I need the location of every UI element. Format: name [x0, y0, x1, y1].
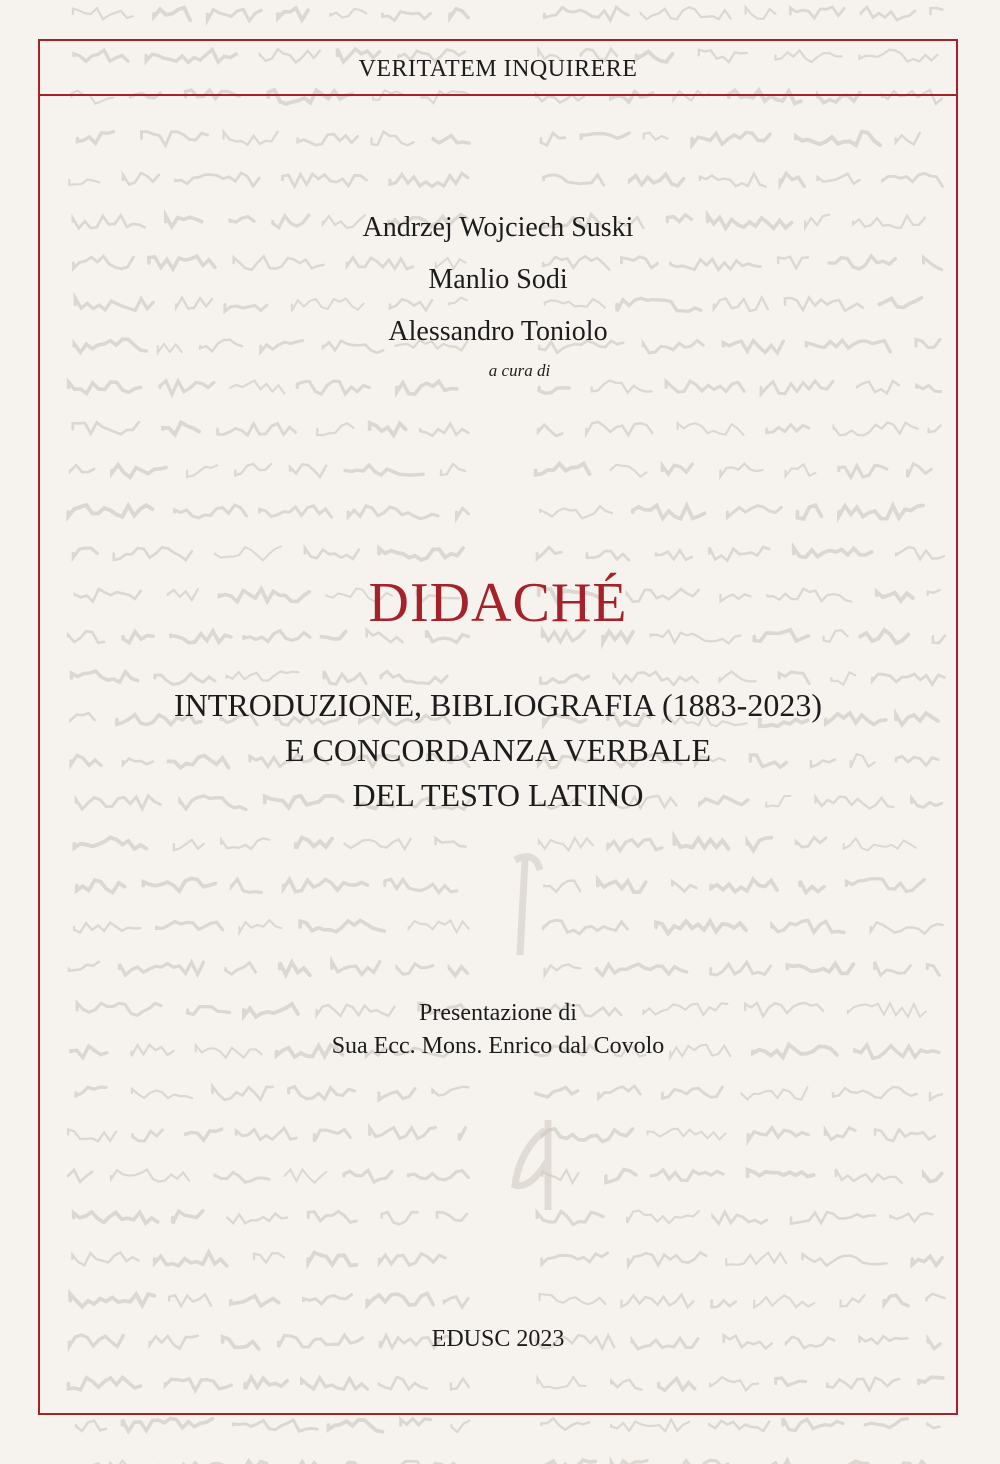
manuscript-stroke — [746, 7, 776, 18]
manuscript-stroke — [861, 7, 915, 20]
book-subtitle — [40, 683, 956, 818]
series-band — [40, 41, 956, 96]
manuscript-stroke — [931, 8, 943, 14]
presentation-name: Sua Ecc. Mons. Enrico dal Covolo — [331, 1033, 665, 1059]
manuscript-stroke — [541, 1460, 595, 1464]
book-title: DIDACHÉ — [368, 572, 628, 634]
subtitle-line: E CONCORDANZA VERBALE — [284, 732, 712, 768]
publisher-line: EDUSC 2023 — [431, 1326, 565, 1352]
manuscript-stroke — [74, 1461, 128, 1464]
manuscript-stroke — [329, 1420, 383, 1432]
subtitle-line: INTRODUZIONE, BIBLIOGRAFIA (1883-2023) — [174, 687, 822, 723]
manuscript-stroke — [544, 7, 628, 20]
editor-note: a cura di — [488, 361, 551, 380]
manuscript-stroke — [233, 1420, 317, 1431]
manuscript-stroke — [865, 1419, 907, 1428]
manuscript-stroke — [401, 1419, 431, 1425]
author-name: Manlio Sodi — [428, 264, 568, 295]
subtitle-line: DEL TESTO LATINO — [352, 777, 644, 813]
author-name: Alessandro Toniolo — [388, 316, 608, 347]
manuscript-stroke — [709, 1421, 769, 1431]
manuscript-stroke — [76, 1421, 106, 1431]
manuscript-stroke — [73, 8, 133, 19]
manuscript-stroke — [330, 9, 366, 18]
manuscript-stroke — [451, 1421, 469, 1432]
manuscript-stroke — [641, 7, 731, 19]
author-name: Andrzej Wojciech Suski — [362, 212, 634, 243]
manuscript-stroke — [450, 9, 468, 18]
manuscript-stroke — [790, 7, 844, 18]
presentation-heading: Presentazione di — [419, 1000, 577, 1026]
presentation-block — [40, 997, 956, 1063]
manuscript-stroke — [745, 1460, 823, 1464]
manuscript-stroke — [207, 9, 261, 20]
manuscript-stroke — [674, 1460, 728, 1464]
series-name: VERITATEM INQUIRERE — [358, 56, 638, 82]
manuscript-stroke — [278, 8, 308, 20]
manuscript-stroke — [611, 1461, 647, 1464]
manuscript-stroke — [611, 1420, 689, 1432]
manuscript-stroke — [122, 1418, 212, 1431]
manuscript-stroke — [541, 1418, 589, 1430]
manuscript-stroke — [154, 8, 190, 20]
authors-block — [40, 202, 956, 384]
manuscript-stroke — [383, 12, 431, 21]
manuscript-stroke — [928, 1424, 940, 1428]
cover-frame — [38, 39, 958, 1415]
manuscript-stroke — [783, 1418, 843, 1430]
